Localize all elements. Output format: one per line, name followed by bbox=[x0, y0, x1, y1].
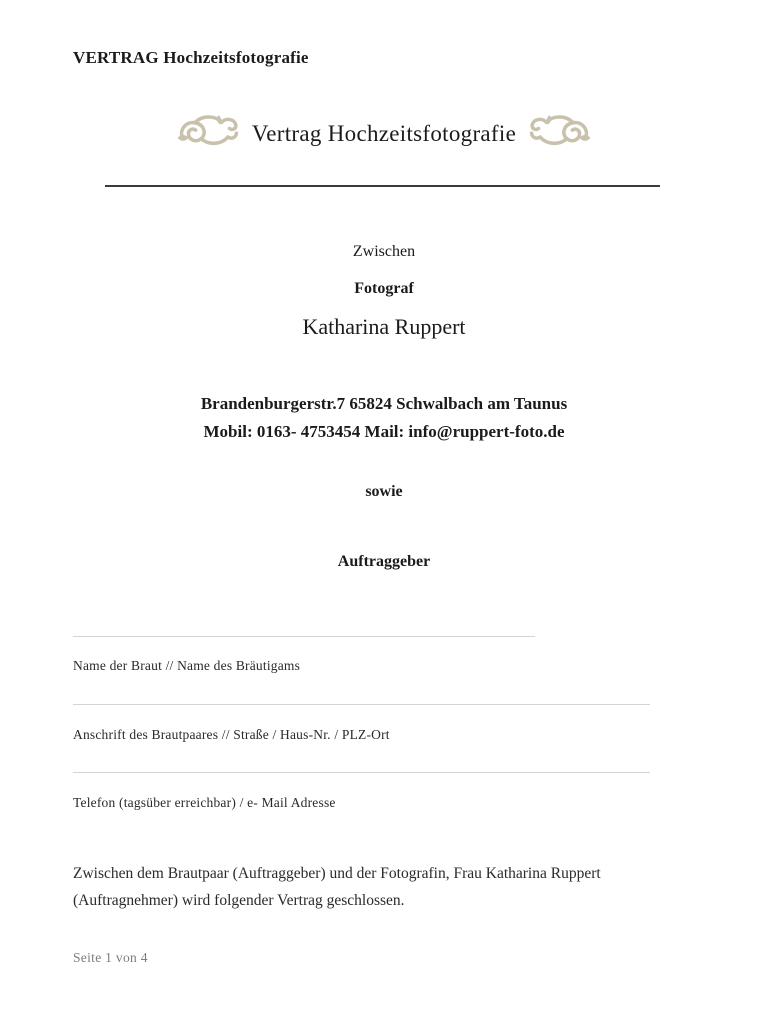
conjunction-label: sowie bbox=[365, 483, 403, 500]
title-row bbox=[0, 112, 768, 156]
couple-address-field-label: Anschrift des Brautpaares // Straße / Haus-Nr. / PLZ-Ort bbox=[73, 727, 390, 742]
phone-email-field-label: Telefon (tagsüber erreichbar) / e- Mail Adresse bbox=[73, 795, 336, 810]
photographer-label: Fotograf bbox=[354, 280, 414, 297]
flourish-right-icon bbox=[526, 112, 592, 156]
closing-paragraph: Zwischen dem Brautpaar (Auftraggeber) und der Fotografin, Frau Katharina Ruppert (Auftragnehmer) wird folgender Vertrag geschlossen. bbox=[73, 865, 601, 910]
flourish-left-icon bbox=[176, 112, 242, 156]
between-label: Zwischen bbox=[352, 243, 416, 260]
photographer-name: Katharina Ruppert bbox=[302, 314, 466, 339]
couple-address-signature-line bbox=[73, 704, 650, 705]
bride-groom-name-signature-line bbox=[73, 636, 535, 637]
photographer-contact: Mobil: 0163- 4753454 Mail: info@ruppert-foto.de bbox=[203, 422, 565, 441]
phone-email-signature-line bbox=[73, 772, 650, 773]
bride-groom-name-field-label: Name der Braut // Name des Bräutigams bbox=[73, 658, 301, 673]
document-header-title: VERTRAG Hochzeitsfotografie bbox=[73, 48, 309, 67]
photographer-address: Brandenburgerstr.7 65824 Schwalbach am Taunus bbox=[200, 394, 568, 413]
title-underline-rule bbox=[105, 178, 660, 187]
page-number-indicator: Seite 1 von 4 bbox=[73, 950, 148, 965]
client-label: Auftraggeber bbox=[337, 553, 431, 570]
page-title: Vertrag Hochzeitsfotografie bbox=[251, 121, 517, 146]
